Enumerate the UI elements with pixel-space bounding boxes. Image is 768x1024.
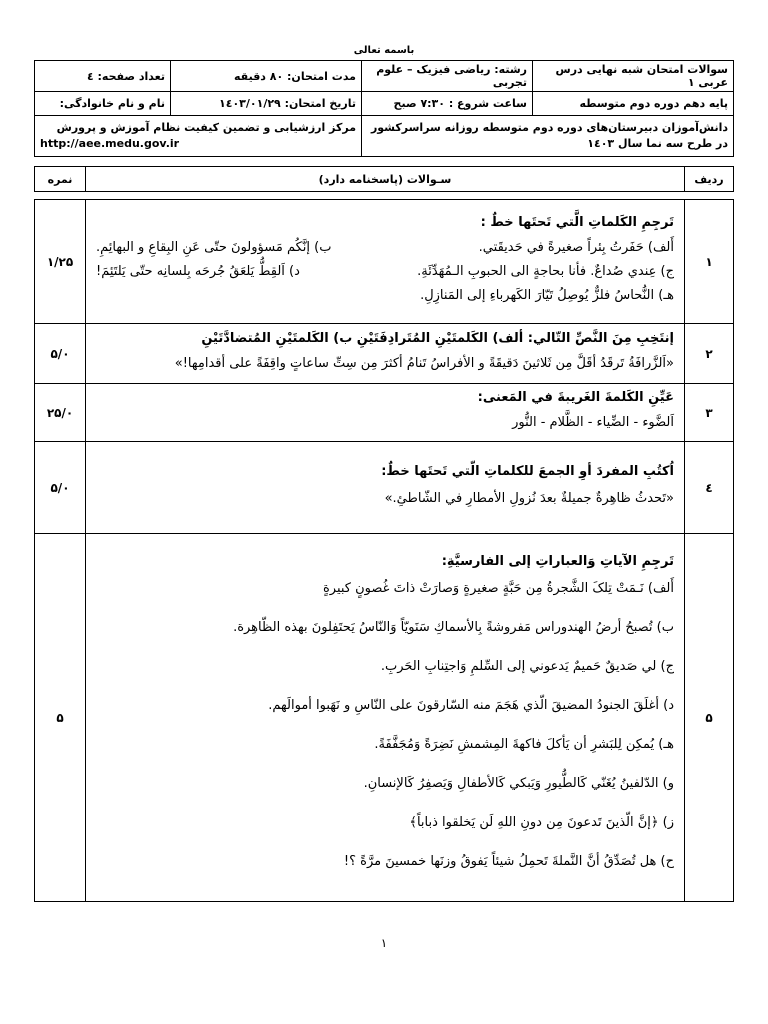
- question-number: ٤: [685, 442, 734, 534]
- q5-line-c: ج) لي صَدیقٌ حَمیمٌ یَدعوني إلی السِّلمِ وَاجتِنابِ الحَربِ.: [380, 659, 674, 674]
- grade-level: پایه دهم دوره دوم متوسطه: [533, 92, 734, 116]
- question-1: [86, 200, 685, 324]
- q5-line-g: ز) ﴿إنَّ الّذینَ تَدعونَ مِن دونِ اللهِ لَن یَخلقوا ذباباً﴾: [409, 815, 674, 830]
- score-header: نمره: [35, 167, 86, 192]
- questions-table: [34, 199, 734, 902]
- question-score: ٠/۵: [35, 442, 86, 534]
- exam-date: تاریخ امتحان: ۱٤۰۳/۰۱/۲۹: [171, 92, 362, 116]
- q1-item-c: ج) عِندي صُداعٌ. فأنا بحاجةٍ الی الحبوبِ الـمُهَدِّئَةِ.: [417, 264, 674, 279]
- question-number: ۱: [685, 200, 734, 324]
- questions-header-row: [34, 166, 734, 192]
- question-1-title: تَرجِمِ الکَلماتِ الَّتي تَحتَها خطٌ :: [480, 215, 674, 230]
- q1-item-a: أَلف) حَفَرتُ بِئراً صغیرةً في حَدیقَتي.: [478, 240, 674, 255]
- question-score: ٠/۵: [35, 324, 86, 384]
- q5-line-d: د) أغلَقَ الجنودُ المضیقَ الّذي هَجَمَ منه السّارقونَ علی النّاسِ و نَهَبوا أموالَهم.: [268, 698, 674, 713]
- field-of-study: رشته: ریاضی فیزیک – علوم تجربی: [362, 61, 533, 92]
- exam-header-table: [34, 60, 734, 157]
- student-name-field: نام و نام خانوادگی:: [35, 92, 171, 116]
- question-4-text: «تَحدثُ ظاهِرةٌ جمیلةٌ بعدَ نُزولِ الأمطارِ في الشّاطئِ.»: [384, 491, 674, 506]
- organization: [35, 116, 362, 157]
- question-number: ۲: [685, 324, 734, 384]
- q5-line-b: ب) تُصبحُ أرضُ الهندوراس مَفروشةً بِالأسماكِ سَنَویّاً وَالنّاسُ یَحتَفِلونَ بهذه الظّاهِرة.: [233, 620, 674, 635]
- question-4-title: اُکتُبِ المفردَ أوِ الجمعَ للکلماتِ الّتي تَحتَها خطٌ:: [381, 464, 674, 479]
- question-3: [86, 384, 685, 442]
- course-title: سوالات امتحان شبه نهایی درس عربی ۱: [533, 61, 734, 92]
- q1-item-b: ب) إنَّکُم مَسؤولونَ حتّی عَنِ البِقاعِ و البهائِمِ.: [96, 240, 332, 255]
- question-3-text: اَلضَّوء - الضِّیاء - الظَّلام - النُّور: [512, 415, 674, 430]
- q5-line-a: أَلف) نَـمَتْ تِلکَ الشَّجرةُ مِن حَبَّةٍ صغیرةٍ وَصارَتْ ذاتَ غُصونٍ کبیرةٍ: [322, 581, 674, 596]
- organization-name: مرکز ارزشیابی و تضمین کیفیت نظام آموزش و پرورش: [56, 121, 356, 134]
- question-5-title: تَرجِمِ الآیاتِ وَالعباراتِ إلی الفارسیَّةِ:: [441, 554, 674, 569]
- q5-line-f: و) الدّلفینُ یُغَنّي کَالطُّیورِ وَیَبکي کَالأطفالِ وَیَصفِرُ کَالإنسانِ.: [363, 776, 674, 791]
- question-5: [86, 534, 685, 902]
- q1-item-e: هـ) النُّحاسُ فلزٌّ یُوصِلُ تَیّارَ الکَهرباءِ إلی المَنازِلِ.: [420, 288, 674, 303]
- questions-header: سـوالات (پاسخنامه دارد): [86, 167, 685, 192]
- question-3-title: عَیِّنِ الکَلمةَ الغَریبةَ في المَعنی:: [477, 390, 674, 405]
- question-score: ۵: [35, 534, 86, 902]
- question-score: ۱/۲۵: [35, 200, 86, 324]
- question-2-text: «اَلزَّرافَةُ تَرقَدُ أقَلَّ مِن ثَلاثینَ دَقیقَةً و الأفراسُ تَنامُ أکثرَ مِن سِتِّ ساعاتٍ واقِفَةً علی أقدامِها!»: [174, 356, 674, 371]
- question-number: ۵: [685, 534, 734, 902]
- question-score: ٠/۲۵: [35, 384, 86, 442]
- page-count: تعداد صفحه: ٤: [35, 61, 171, 92]
- page-number: ۱: [380, 936, 388, 950]
- question-2-title: إنتَخِبِ مِنَ النَّصِّ التّالي: ألف) الکَلمتَیْنِ المُتَرادِفَتَیْنِ ب) الکَلمتَیْنِ المُتضادَّتَیْنِ: [201, 331, 674, 346]
- question-2: [86, 324, 685, 384]
- question-number: ۳: [685, 384, 734, 442]
- doc-heading: باسمه تعالی: [353, 45, 415, 56]
- students-scope: دانش‌آموزان دبیرستان‌های دوره دوم متوسطه روزانه سراسرکشور در طرح سه نما سال ۱٤۰۳: [362, 116, 734, 157]
- organization-url: http://aee.medu.gov.ir: [40, 137, 180, 150]
- start-time: ساعت شروع : ۷:۳۰ صبح: [362, 92, 533, 116]
- exam-duration: مدت امتحان: ۸۰ دقیقه: [171, 61, 362, 92]
- radif-header: ردیف: [685, 167, 734, 192]
- question-4: [86, 442, 685, 534]
- q5-line-h: ح) هل تُصَدِّقُ أنَّ النَّملةَ تَحمِلُ شیئاً یَفوقُ وزنَها خمسینَ مرَّةً ؟!: [343, 854, 674, 869]
- q5-line-e: هـ) یُمکِن لِلبَشرِ أن یَأکلَ فاکهةَ المِشمشِ نَضِرَةً وَمُجَفَّفَةً.: [374, 737, 674, 752]
- q1-item-d: د) اَلقِطُّ یَلعَقُ جُرحَه بِلسانِه حتّی یَلتَئِمَ!: [96, 264, 300, 279]
